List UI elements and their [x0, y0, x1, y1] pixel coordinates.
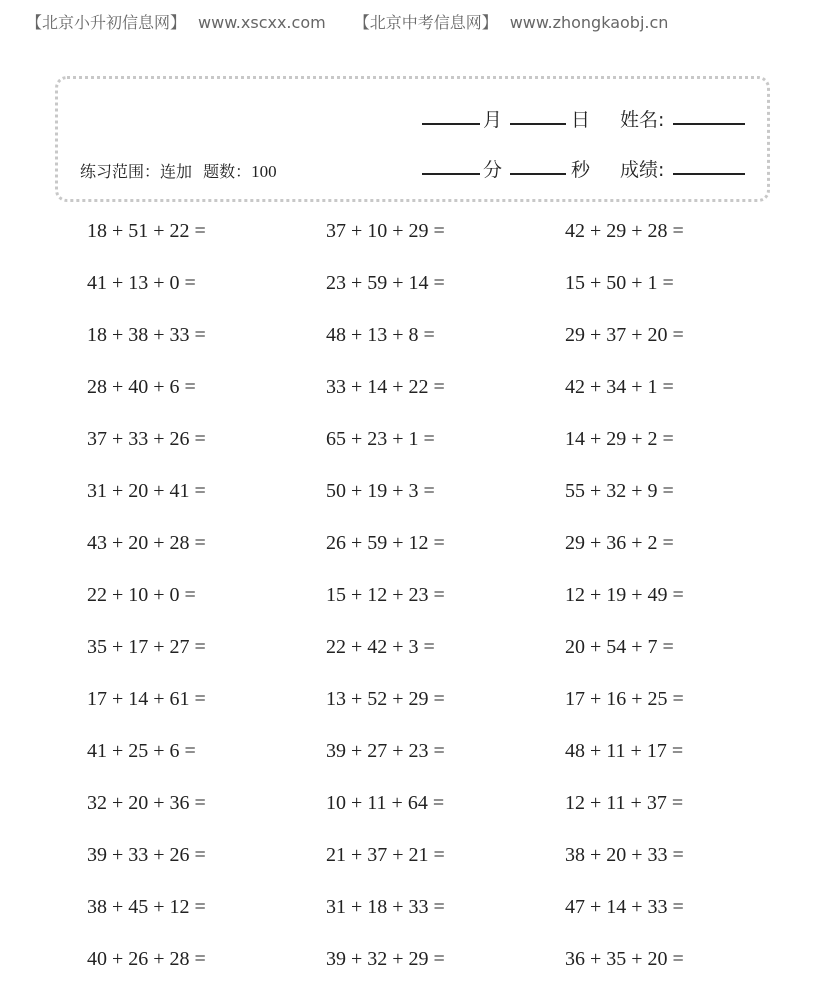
problem-row — [0, 896, 825, 948]
problem: 39 + 33 + 26 = — [87, 844, 206, 866]
problem: 29 + 36 + 2 = — [565, 532, 674, 554]
problem: 15 + 50 + 1 = — [565, 272, 674, 294]
problem-row — [0, 792, 825, 844]
problem-row — [0, 220, 825, 272]
problem-row — [0, 948, 825, 1000]
problem-grid — [0, 220, 825, 1000]
site1-name: 【北京小升初信息网】 — [26, 13, 187, 32]
day-label: 日 — [571, 109, 591, 131]
problem: 65 + 23 + 1 = — [326, 428, 435, 450]
problem: 33 + 14 + 22 = — [326, 376, 445, 398]
problem: 17 + 16 + 25 = — [565, 688, 684, 710]
problem: 12 + 11 + 37 = — [565, 792, 684, 814]
problem: 21 + 37 + 21 = — [326, 844, 445, 866]
problem: 41 + 25 + 6 = — [87, 740, 196, 762]
problem: 22 + 10 + 0 = — [87, 584, 196, 606]
problem: 23 + 59 + 14 = — [326, 272, 445, 294]
problem: 38 + 45 + 12 = — [87, 896, 206, 918]
problem-row — [0, 740, 825, 792]
problem: 28 + 40 + 6 = — [87, 376, 196, 398]
student-info-box — [55, 76, 770, 202]
problem: 18 + 51 + 22 = — [87, 220, 206, 242]
problem: 42 + 34 + 1 = — [565, 376, 674, 398]
problem: 37 + 10 + 29 = — [326, 220, 445, 242]
problem: 18 + 38 + 33 = — [87, 324, 206, 346]
site2-name: 【北京中考信息网】 — [353, 13, 498, 32]
name-label: 姓名: — [620, 109, 665, 131]
problem: 41 + 13 + 0 = — [87, 272, 196, 294]
problem-row — [0, 844, 825, 896]
problem: 36 + 35 + 20 = — [565, 948, 684, 970]
problem: 55 + 32 + 9 = — [565, 480, 674, 502]
problem: 40 + 26 + 28 = — [87, 948, 206, 970]
problem-row — [0, 532, 825, 584]
problem-row — [0, 428, 825, 480]
problem: 47 + 14 + 33 = — [565, 896, 684, 918]
problem: 35 + 17 + 27 = — [87, 636, 206, 658]
problem: 31 + 20 + 41 = — [87, 480, 206, 502]
problem: 32 + 20 + 36 = — [87, 792, 206, 814]
problem: 20 + 54 + 7 = — [565, 636, 674, 658]
problem: 39 + 32 + 29 = — [326, 948, 445, 970]
problem-row — [0, 324, 825, 376]
problem: 12 + 19 + 49 = — [565, 584, 684, 606]
problem: 31 + 18 + 33 = — [326, 896, 445, 918]
problem: 10 + 11 + 64 = — [326, 792, 445, 814]
site-header — [26, 10, 668, 33]
site1-url[interactable]: www.xscxx.com — [198, 13, 326, 32]
count-label: 题数： — [203, 162, 252, 181]
count-value: 100 — [251, 162, 277, 181]
minute-label: 分 — [483, 159, 503, 181]
score-blank — [673, 173, 745, 175]
problem-row — [0, 376, 825, 428]
problem: 22 + 42 + 3 = — [326, 636, 435, 658]
problem: 29 + 37 + 20 = — [565, 324, 684, 346]
problem: 43 + 20 + 28 = — [87, 532, 206, 554]
problem: 39 + 27 + 23 = — [326, 740, 445, 762]
problem-row — [0, 584, 825, 636]
problem: 48 + 11 + 17 = — [565, 740, 684, 762]
month-blank — [422, 123, 480, 125]
site2-url[interactable]: www.zhongkaobj.cn — [509, 13, 669, 32]
name-blank — [673, 123, 745, 125]
problem-row — [0, 272, 825, 324]
day-blank — [510, 123, 566, 125]
problem-row — [0, 688, 825, 740]
problem: 15 + 12 + 23 = — [326, 584, 445, 606]
problem-row — [0, 636, 825, 688]
problem: 38 + 20 + 33 = — [565, 844, 684, 866]
problem: 14 + 29 + 2 = — [565, 428, 674, 450]
problem: 17 + 14 + 61 = — [87, 688, 206, 710]
problem: 42 + 29 + 28 = — [565, 220, 684, 242]
minute-blank — [422, 173, 480, 175]
problem: 50 + 19 + 3 = — [326, 480, 435, 502]
range-label: 练习范围：连加 — [80, 162, 193, 181]
problem: 26 + 59 + 12 = — [326, 532, 445, 554]
problem: 48 + 13 + 8 = — [326, 324, 435, 346]
score-label: 成绩: — [620, 159, 665, 181]
problem: 37 + 33 + 26 = — [87, 428, 206, 450]
practice-range — [80, 159, 277, 182]
problem: 13 + 52 + 29 = — [326, 688, 445, 710]
second-label: 秒 — [571, 159, 591, 181]
problem-row — [0, 480, 825, 532]
second-blank — [510, 173, 566, 175]
month-label: 月 — [483, 109, 503, 131]
